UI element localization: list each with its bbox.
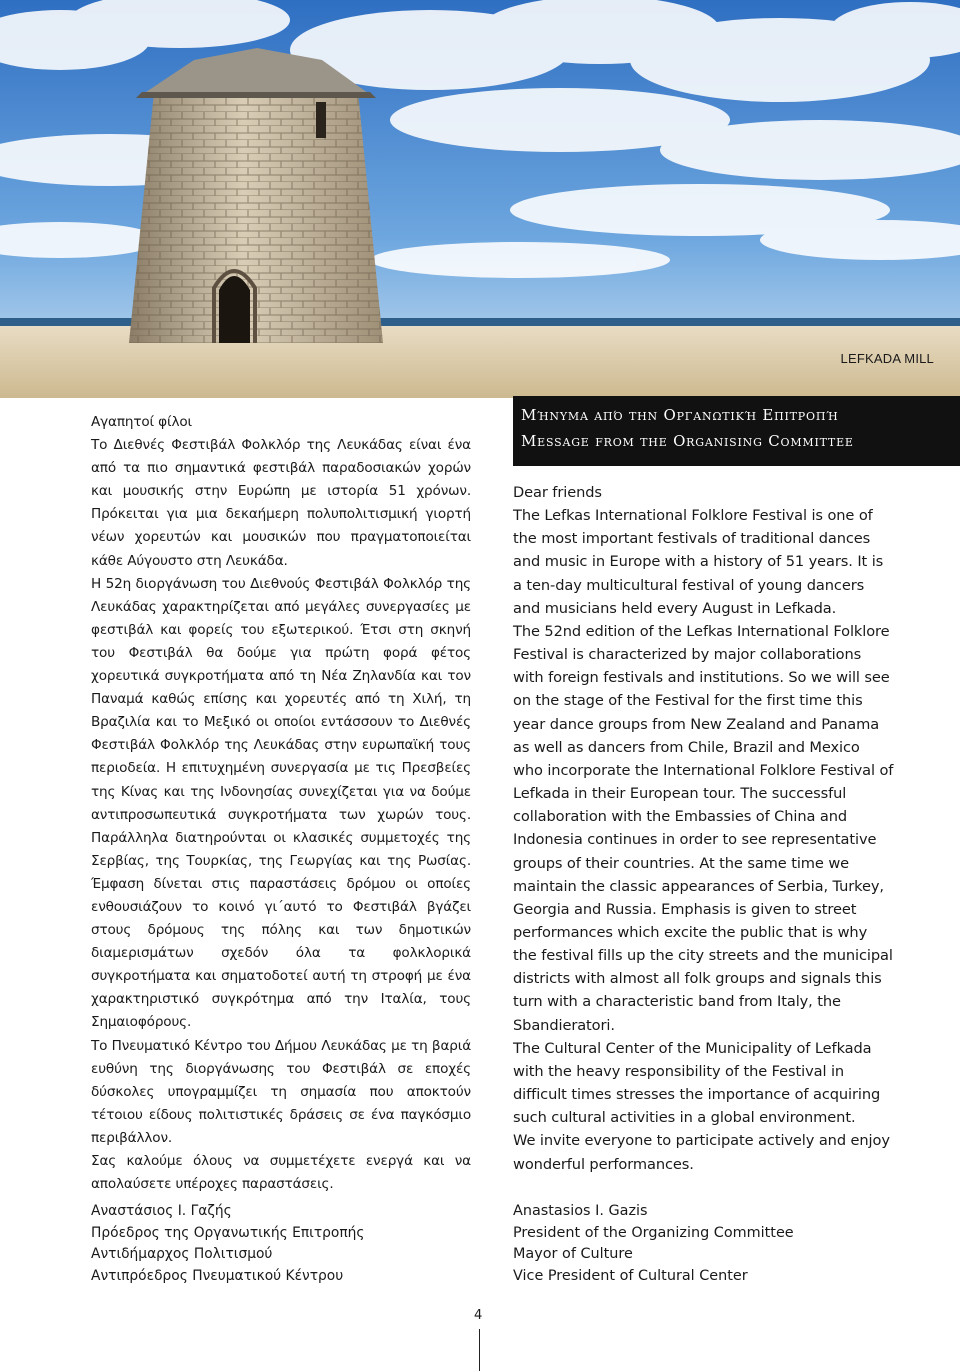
title-english: Message from the Organising Committee [521, 432, 854, 450]
signature-english [513, 1201, 794, 1288]
page-number: 4 [474, 1308, 483, 1323]
signature-role: Αντιδήμαρχος Πολιτισμού [91, 1246, 273, 1263]
signature-role: Mayor of Culture [513, 1246, 633, 1263]
signature-name: Αναστάσιος Ι. Γαζής [91, 1203, 232, 1219]
english-paragraph: We invite everyone to participate actively and enjoy wonderful performances. [513, 1132, 890, 1173]
page-divider [479, 1329, 480, 1371]
english-greeting: Dear friends [513, 484, 602, 501]
english-paragraph: The Cultural Center of the Municipality of Lefkada with the heavy responsibility of the Festival in difficult times stresses the importance of acquiring such cultural activities in a global environment. [513, 1039, 881, 1127]
section-title-banner [513, 396, 960, 466]
signature-name: Anastasios I. Gazis [513, 1203, 648, 1219]
hero-photo [0, 0, 960, 398]
english-paragraph: The 52nd edition of the Lefkas International Folklore Festival is characterized by major collaborations with foreign festivals and institutions. So we will see on the stage of the Festival for the first time this year dance groups from New Zealand and Panama as well as dancers from Chile, Brazil and Mexico who incorporate the International Folklore Festival of Lefkada in their European tour. The successful collaboration with the Embassies of China and Indonesia continues in order to see representative groups of their countries. At the same time we maintain the classic appearances of Serbia, Turkey, Georgia and Russia. Emphasis is given to street performances which excite the public that is why the festival fills up the city streets and the municipal districts with almost all folk groups and signals this turn with a characteristic band from Italy, the Sbandieratori. [513, 622, 894, 1034]
greek-paragraph: Το Πνευματικό Κέντρο του Δήμου Λευκάδας με τη βαριά ευθύνη της διοργάνωσης του Φεστιβάλ σε εποχές δύσκολες υπογραμμίζει τη σημασία που αποκτούν τέτοιου είδους πολιτιστικές δράσεις σε ένα παγκόσμιο περιβάλλον. [91, 1037, 471, 1146]
signature-role: Αντιπρόεδρος Πνευματικού Κέντρου [91, 1268, 344, 1285]
signature-role: Πρόεδρος της Οργανωτικής Επιτροπής [91, 1224, 365, 1241]
greek-greeting: Αγαπητοί φίλοι [91, 414, 192, 430]
windmill-illustration [0, 0, 960, 398]
greek-paragraph: Η 52η διοργάνωση του Διεθνούς Φεστιβάλ Φολκλόρ της Λευκάδας χαρακτηρίζεται από μεγάλες συνεργασίες με φεστιβάλ και φορείς του εξωτερικού. Έτσι στη σκηνή του Φεστιβάλ θα δούμε για πρώτη φορά φέτος χορευτικά συγκροτήματα από τη Νέα Ζηλανδία και τον Παναμά καθώς επίσης και χορευτές από τη Χιλή, τη Βραζιλία και το Μεξικό οι οποίοι εντάσσουν το Διεθνές Φεστιβάλ Φολκλόρ της Λευκάδας στην ευρωπαϊκή τους περιοδεία. Η επιτυχημένη συνεργασία με τις Πρεσβείες της Κίνας και της Ινδονησίας συνεχίζεται για να δούμε αντιπροσωπευτικά συγκροτήματα των χωρών τους. Παράλληλα διατηρούνται οι κλασικές συμμετοχές της Σερβίας, της Τουρκίας, της Γεωργίας και της Ρωσίας. Έμφαση δίνεται στις παραστάσεις δρόμου οι οποίες ενθουσιάζουν το κοινό γι΄αυτό το Φεστιβάλ βγάζει στους δρόμους της πόλης και των δημοτικών διαμερισμάτων σχεδόν όλα τα φολκλορικά συγκροτήματα και σηματοδοτεί αυτή τη στροφή με ένα χαρακτηριστικό συγκρότημα από την Ιταλία, τους Σημαιοφόρους. [91, 575, 471, 1031]
greek-paragraph: Σας καλούμε όλους να συμμετέχετε ενεργά και να απολαύσετε υπέροχες παραστάσεις. [91, 1153, 471, 1193]
signature-greek [91, 1201, 365, 1288]
greek-message [91, 411, 471, 1196]
greek-paragraph: Το Διεθνές Φεστιβάλ Φολκλόρ της Λευκάδας είναι ένα από τα πιο σημαντικά φεστιβάλ παραδοσιακών χορών και μουσικής στην Ευρώπη με ιστορία 51 χρόνων. Πρόκειται για μια δεκαήμερη πολυπολιτισμική γιορτή νέων χορευτών και μουσικών που πραγματοποιείται κάθε Αύγουστο στη Λευκάδα. [91, 437, 471, 569]
english-message [513, 481, 894, 1176]
image-caption: LEFKADA MILL [840, 351, 934, 366]
english-paragraph: The Lefkas International Folklore Festival is one of the most important festivals of traditional dances and music in Europe with a history of 51 years. It is a ten-day multicultural festival of young dancers and musicians held every August in Lefkada. [513, 507, 884, 617]
signature-role: Vice President of Cultural Center [513, 1268, 748, 1285]
signature-role: President of the Organizing Committee [513, 1224, 794, 1241]
title-greek: Μήνυμα από την Οργανωτική Επιτροπή [521, 406, 839, 424]
